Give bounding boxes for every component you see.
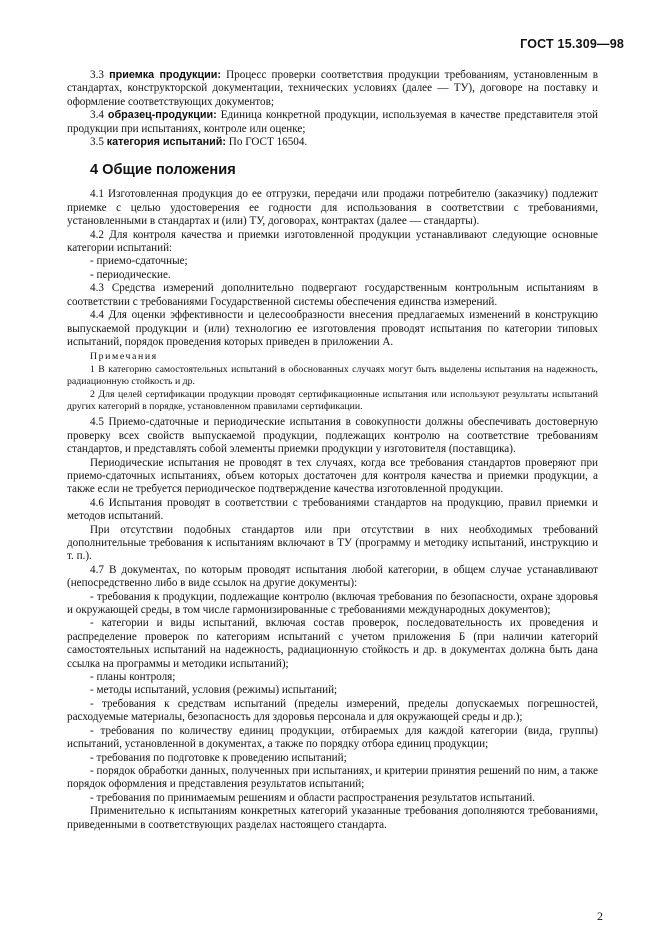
notes-heading: Примечания	[90, 351, 158, 363]
paragraph-4-6-cont: При отсутствии подобных стандартов или при отсутствии в них необходимых требований дополнительные требования к испытаниям включают в ТУ (программу и методику испытаний, инструкцию и т. п.).	[67, 523, 598, 563]
list-item: - планы контроля;	[90, 671, 176, 684]
paragraph-4-7: 4.7 В документах, по которым проводят испытания любой категории, в общем случае устанавливают (непосредственно либо в виде ссылок на другие документы):	[67, 563, 598, 590]
list-item: - приемо-сдаточные;	[90, 255, 188, 268]
list-item: - требования к средствам испытаний (пределы измерений, пределы допускаемых погрешностей, расходуемые материалы, безопасность для здоровья персонала и для окружающей среды и др.);	[67, 697, 598, 724]
list-item: - порядок обработки данных, полученных при испытаниях, и критерии принятия решений по ним, а также порядок оформления и представления результатов испытаний;	[67, 764, 598, 791]
definition-term: приемка продукции:	[109, 69, 221, 81]
definition-3-4: 3.4 образец-продукции: Единица конкретной продукции, используемая в качестве представителя этой продукции при испытаниях, контроле или оценке;	[67, 109, 598, 135]
paragraph-4-4: 4.4 Для оценки эффективности и целесообразности внесения предлагаемых изменений в конструкцию выпускаемой продукции и (или) технологию ее изготовления проводят испытания по категории типовых испытаний, порядок проведения которых приведен в приложении А.	[67, 309, 598, 348]
note-1: 1 В категорию самостоятельных испытаний в обоснованных случаях могут быть выделены испытания на надежность, радиационную стойкость и др.	[67, 363, 598, 388]
list-item: - категории и виды испытаний, включая состав проверок, последовательность их проведения и распределение проверок по категориям испытаний с учетом приложения Б (при наличии категорий самостоятельных испытаний на надежность, радиационную стойкость и др. в документах должна быть дана ссылка на программы и методики испытаний);	[67, 617, 598, 670]
paragraph-4-1: 4.1 Изготовленная продукция до ее отгрузки, передачи или продажи потребителю (заказчику) подлежит приемке с целью удостоверения ее годности для использования в соответствии с требованиями, установленными в стандартах и (или) ТУ, договорах, контрактах (далее — стандарты).	[67, 188, 598, 228]
list-item: - требования к продукции, подлежащие контролю (включая требования по безопасности, охране здоровья и окружающей среды, в том числе гармонизированные с требованиями международных документов);	[67, 590, 598, 617]
page-number: 2	[597, 909, 603, 923]
document-header: ГОСТ 15.309—98	[520, 37, 624, 51]
paragraph-4-3: 4.3 Средства измерений дополнительно подвергают государственным контрольным испытаниям в соответствии с требованиями Государственной системы обеспечения единства измерений.	[67, 282, 598, 308]
definition-3-3: 3.3 приемка продукции: Процесс проверки соответствия продукции требованиям, установленным в стандартах, конструкторской документации, технических условиях (далее — ТУ), договоре на поставку и оформление соответствующих документов;	[67, 69, 599, 108]
list-item: - методы испытаний, условия (режимы) испытаний;	[90, 684, 338, 697]
list-item: - периодические.	[90, 268, 171, 281]
definition-3-5: 3.5 категория испытаний: По ГОСТ 16504.	[90, 136, 308, 149]
list-item: - требования по принимаемым решениям и области распространения результатов испытаний.	[90, 791, 535, 804]
definition-term: категория испытаний:	[106, 136, 226, 149]
paragraph-4-6: 4.6 Испытания проводят в соответствии с требованиями стандартов на продукцию, правил приемки и методов испытаний.	[67, 496, 598, 523]
document-body	[67, 69, 598, 832]
paragraph-4-5-cont: Периодические испытания не проводят в тех случаях, когда все требования стандартов проверяют при приемо-сдаточных испытаниях, объем которых достаточен для контроля качества и приемки продукции, а также если не требуется периодическое подтверждение качества изготовленной продукции.	[67, 456, 598, 496]
list-item: - требования по подготовке к проведению испытаний;	[90, 751, 347, 764]
section-heading: 4 Общие положения	[90, 162, 236, 179]
closing-paragraph: Применительно к испытаниям конкретных категорий указанные требования дополняются требованиями, приведенными в соответствующих разделах настоящего стандарта.	[67, 805, 598, 831]
note-2: 2 Для целей сертификации продукции проводят сертификационные испытания или используют результаты испытаний других категорий в порядке, установленном правилами сертификации.	[67, 388, 598, 412]
paragraph-4-5: 4.5 Приемо-сдаточные и периодические испытания в совокупности должны обеспечивать достоверную проверку всех свойств выпускаемой продукции, подлежащих контролю на соответствие требованиям стандартов, и представлять собой элементы приемки продукции у изготовителя (поставщика).	[67, 416, 598, 456]
paragraph-4-2: 4.2 Для контроля качества и приемки изготовленной продукции устанавливают следующие основные категории испытаний:	[67, 228, 598, 255]
definition-term: образец-продукции:	[107, 109, 217, 122]
list-item: - требования по количеству единиц продукции, отбираемых для каждой категории (вида, группы) испытаний, установленной в документах, а также по порядку отбора единиц продукции;	[67, 724, 598, 751]
